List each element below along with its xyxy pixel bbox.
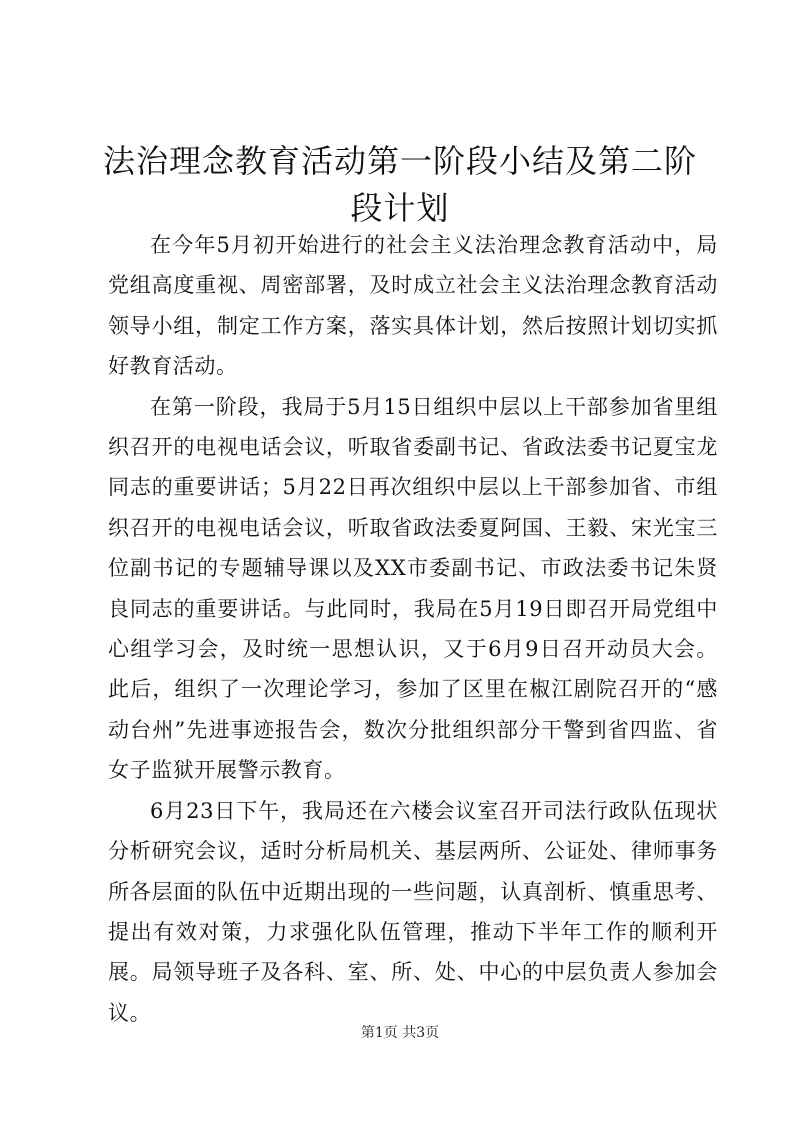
document-body (108, 225, 718, 1033)
paragraph-2: 在第一阶段，我局于5月15日组织中层以上干部参加省里组织召开的电视电话会议，听取省委副书记、省政法委书记夏宝龙同志的重要讲话；5月22日再次组织中层以上干部参加省、市组织召开的电视电话会议，听取省政法委夏阿国、王毅、宋光宝三位副书记的专题辅导课以及XX市委副书记、市政法委书记朱贤良同志的重要讲话。与此同时，我局在5月19日即召开局党组中心组学习会，及时统一思想认识，又于6月9日召开动员大会。此后，组织了一次理论学习，参加了区里在椒江剧院召开的“感动台州”先进事迹报告会，数次分批组织部分干警到省四监、省女子监狱开展警示教育。 (108, 394, 718, 783)
document-title: 法治理念教育活动第一阶段小结及第二阶段计划 (102, 142, 697, 227)
paragraph-3: 6月23日下午，我局还在六楼会议室召开司法行政队伍现状分析研究会议，适时分析局机关、基层两所、公证处、律师事务所各层面的队伍中近期出现的一些问题，认真剖析、慎重思考、提出有效对策，力求强化队伍管理，推动下半年工作的顺利开展。局领导班子及各科、室、所、处、中心的中层负责人参加会议。 (108, 798, 718, 1025)
paragraph-1: 在今年5月初开始进行的社会主义法治理念教育活动中，局党组高度重视、周密部署，及时成立社会主义法治理念教育活动领导小组，制定工作方案，落实具体计划，然后按照计划切实抓好教育活动。 (108, 233, 718, 379)
page-number-footer: 第1页 共3页 (360, 1025, 440, 1041)
